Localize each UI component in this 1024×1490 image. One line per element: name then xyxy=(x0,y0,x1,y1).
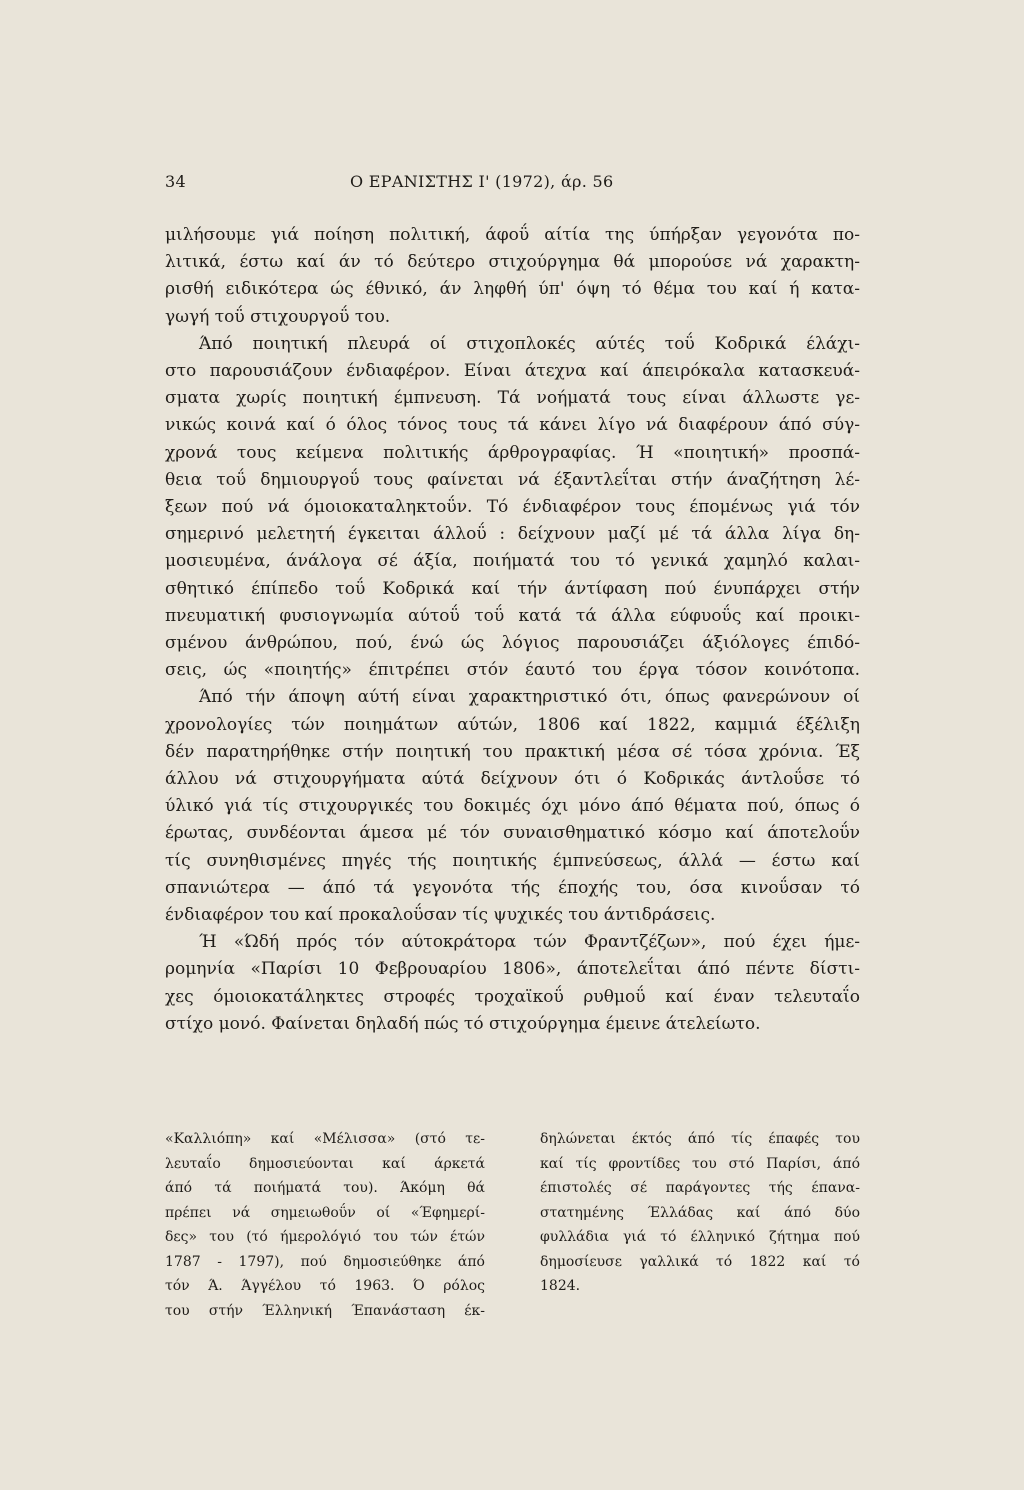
text-line: άλλου νά στιχουργήματα αύτά δείχνουν ότι ό Κοδρικάς άντλοΰσε τό xyxy=(165,769,860,790)
text-line: ένδιαφέρον του καί προκαλοΰσαν τίς ψυχικές του άντιδράσεις. xyxy=(165,905,716,926)
text-line: γωγή τοΰ στιχουργοΰ του. xyxy=(165,306,391,327)
text-line: σπανιώτερα — άπό τά γεγονότα τής έποχής του, όσα κινοΰσαν τό xyxy=(165,877,860,898)
footnote-line: 1824. xyxy=(540,1278,581,1294)
text-line: σημερινό μελετητή έγκειται άλλοΰ : δείχνουν μαζί μέ τά άλλα λίγα δη- xyxy=(165,524,860,545)
footnote-left xyxy=(165,1127,485,1323)
text-line: στο παρουσιάζουν ένδιαφέρον. Είναι άτεχνα καί άπειρόκαλα κατασκευά- xyxy=(165,361,860,382)
footnote-line: του στήν Έλληνική Έπανάσταση έκ- xyxy=(165,1302,485,1319)
footnote-line: πρέπει νά σημειωθοΰν οί «Έφημερί- xyxy=(165,1204,485,1221)
text-line: στίχο μονό. Φαίνεται δηλαδή πώς τό στιχούργημα έμεινε άτελείωτο. xyxy=(165,1013,761,1034)
footnote-line: καί τίς φροντίδες του στό Παρίσι, άπό xyxy=(540,1155,860,1172)
footnote-right xyxy=(540,1127,860,1299)
page-number: 34 xyxy=(165,172,186,191)
footnote-line: φυλλάδια γιά τό έλληνικό ζήτημα πού xyxy=(540,1229,860,1245)
text-line: μιλήσουμε γιά ποίηση πολιτική, άφοΰ αίτία της ύπήρξαν γεγονότα πο- xyxy=(165,225,860,245)
text-line: ρομηνία «Παρίσι 10 Φεβρουαρίου 1806», άποτελεΐται άπό πέντε δίστι- xyxy=(165,959,860,980)
text-line: χες όμοιοκατάληκτες στροφές τροχαϊκοΰ ρυθμοΰ καί έναν τελευταΐο xyxy=(165,986,860,1007)
footnote-line: «Καλλιόπη» καί «Μέλισσα» (στό τε- xyxy=(165,1131,485,1147)
body-text xyxy=(165,222,860,1038)
text-line: Άπό τήν άποψη αύτή είναι χαρακτηριστικό ότι, όπως φανερώνουν οί xyxy=(199,687,860,708)
running-head: Ο ΕΡΑΝΙΣΤΗΣ Ι' (1972), άρ. 56 xyxy=(350,172,614,191)
text-line: σεις, ώς «ποιητής» έπιτρέπει στόν έαυτό του έργα τόσον κοινότοπα. xyxy=(165,660,860,681)
text-line: νικώς κοινά καί ό όλος τόνος τους τά κάνει λίγο νά διαφέρουν άπό σύγ- xyxy=(165,415,860,436)
text-line: χρονολογίες τών ποιημάτων αύτών, 1806 καί 1822, καμμιά έξέλιξη xyxy=(165,714,860,735)
text-line: λιτικά, έστω καί άν τό δεύτερο στιχούργημα θά μπορούσε νά χαρακτη- xyxy=(165,252,860,273)
text-line: χρονά τους κείμενα πολιτικής άρθρογραφίας. Ή «ποιητική» προσπά- xyxy=(165,442,860,463)
footnote-line: στατημένης Έλλάδας καί άπό δύο xyxy=(540,1204,860,1221)
text-line: τίς συνηθισμένες πηγές τής ποιητικής έμπνεύσεως, άλλά — έστω καί xyxy=(165,850,860,871)
text-line: μοσιευμένα, άνάλογα σέ άξία, ποιήματά του τό γενικά χαμηλό καλαι- xyxy=(165,551,860,572)
footnote-line: άπό τά ποιήματά του). Άκόμη θά xyxy=(165,1180,485,1196)
text-line: ύλικό γιά τίς στιχουργικές του δοκιμές όχι μόνο άπό θέματα πού, όπως ό xyxy=(165,796,860,817)
text-line: Ή «Ώδή πρός τόν αύτοκράτορα τών Φραντζέζων», πού έχει ήμε- xyxy=(199,932,860,953)
footnote-line: λευταΐο δημοσιεύονται καί άρκετά xyxy=(165,1155,485,1172)
text-line: δέν παρατηρήθηκε στήν ποιητική του πρακτική μέσα σέ τόσα χρόνια. Έξ xyxy=(165,741,860,762)
footnote-line: 1787 - 1797), πού δημοσιεύθηκε άπό xyxy=(165,1253,485,1270)
text-line: ρισθή ειδικότερα ώς έθνικό, άν ληφθή ύπ' όψη τό θέμα του καί ή κατα- xyxy=(165,279,860,300)
text-line: θεια τοΰ δημιουργοΰ τους φαίνεται νά έξαντλεΐται στήν άναζήτηση λέ- xyxy=(165,469,860,490)
footnote-line: δημοσίευσε γαλλικά τό 1822 καί τό xyxy=(540,1253,860,1270)
text-line: ξεων πού νά όμοιοκαταληκτοΰν. Τό ένδιαφέρον τους έπομένως γιά τόν xyxy=(165,497,860,518)
footnote-line: δες» του (τό ήμερολόγιό του τών έτών xyxy=(165,1229,485,1245)
footnote-line: έπιστολές σέ παράγοντες τής έπανα- xyxy=(540,1180,860,1196)
text-line: σθητικό έπίπεδο τοΰ Κοδρικά καί τήν άντίφαση πού ένυπάρχει στήν xyxy=(165,578,860,599)
text-line: σμένου άνθρώπου, πού, ένώ ώς λόγιος παρουσιάζει άξιόλογες έπιδό- xyxy=(165,633,860,654)
text-line: πνευματική φυσιογνωμία αύτοΰ τοΰ κατά τά άλλα εύφυοΰς καί προικι- xyxy=(165,605,860,626)
footnote-line: δηλώνεται έκτός άπό τίς έπαφές του xyxy=(540,1131,860,1147)
text-line: Άπό ποιητική πλευρά οί στιχοπλοκές αύτές τοΰ Κοδρικά έλάχι- xyxy=(199,333,860,354)
footnote-line: τόν Ά. Άγγέλου τό 1963. Ό ρόλος xyxy=(165,1278,485,1294)
text-line: έρωτας, συνδέονται άμεσα μέ τόν συναισθηματικό κόσμο καί άποτελοΰν xyxy=(165,823,860,844)
text-line: σματα χωρίς ποιητική έμπνευση. Τά νοήματά τους είναι άλλωστε γε- xyxy=(165,388,860,409)
